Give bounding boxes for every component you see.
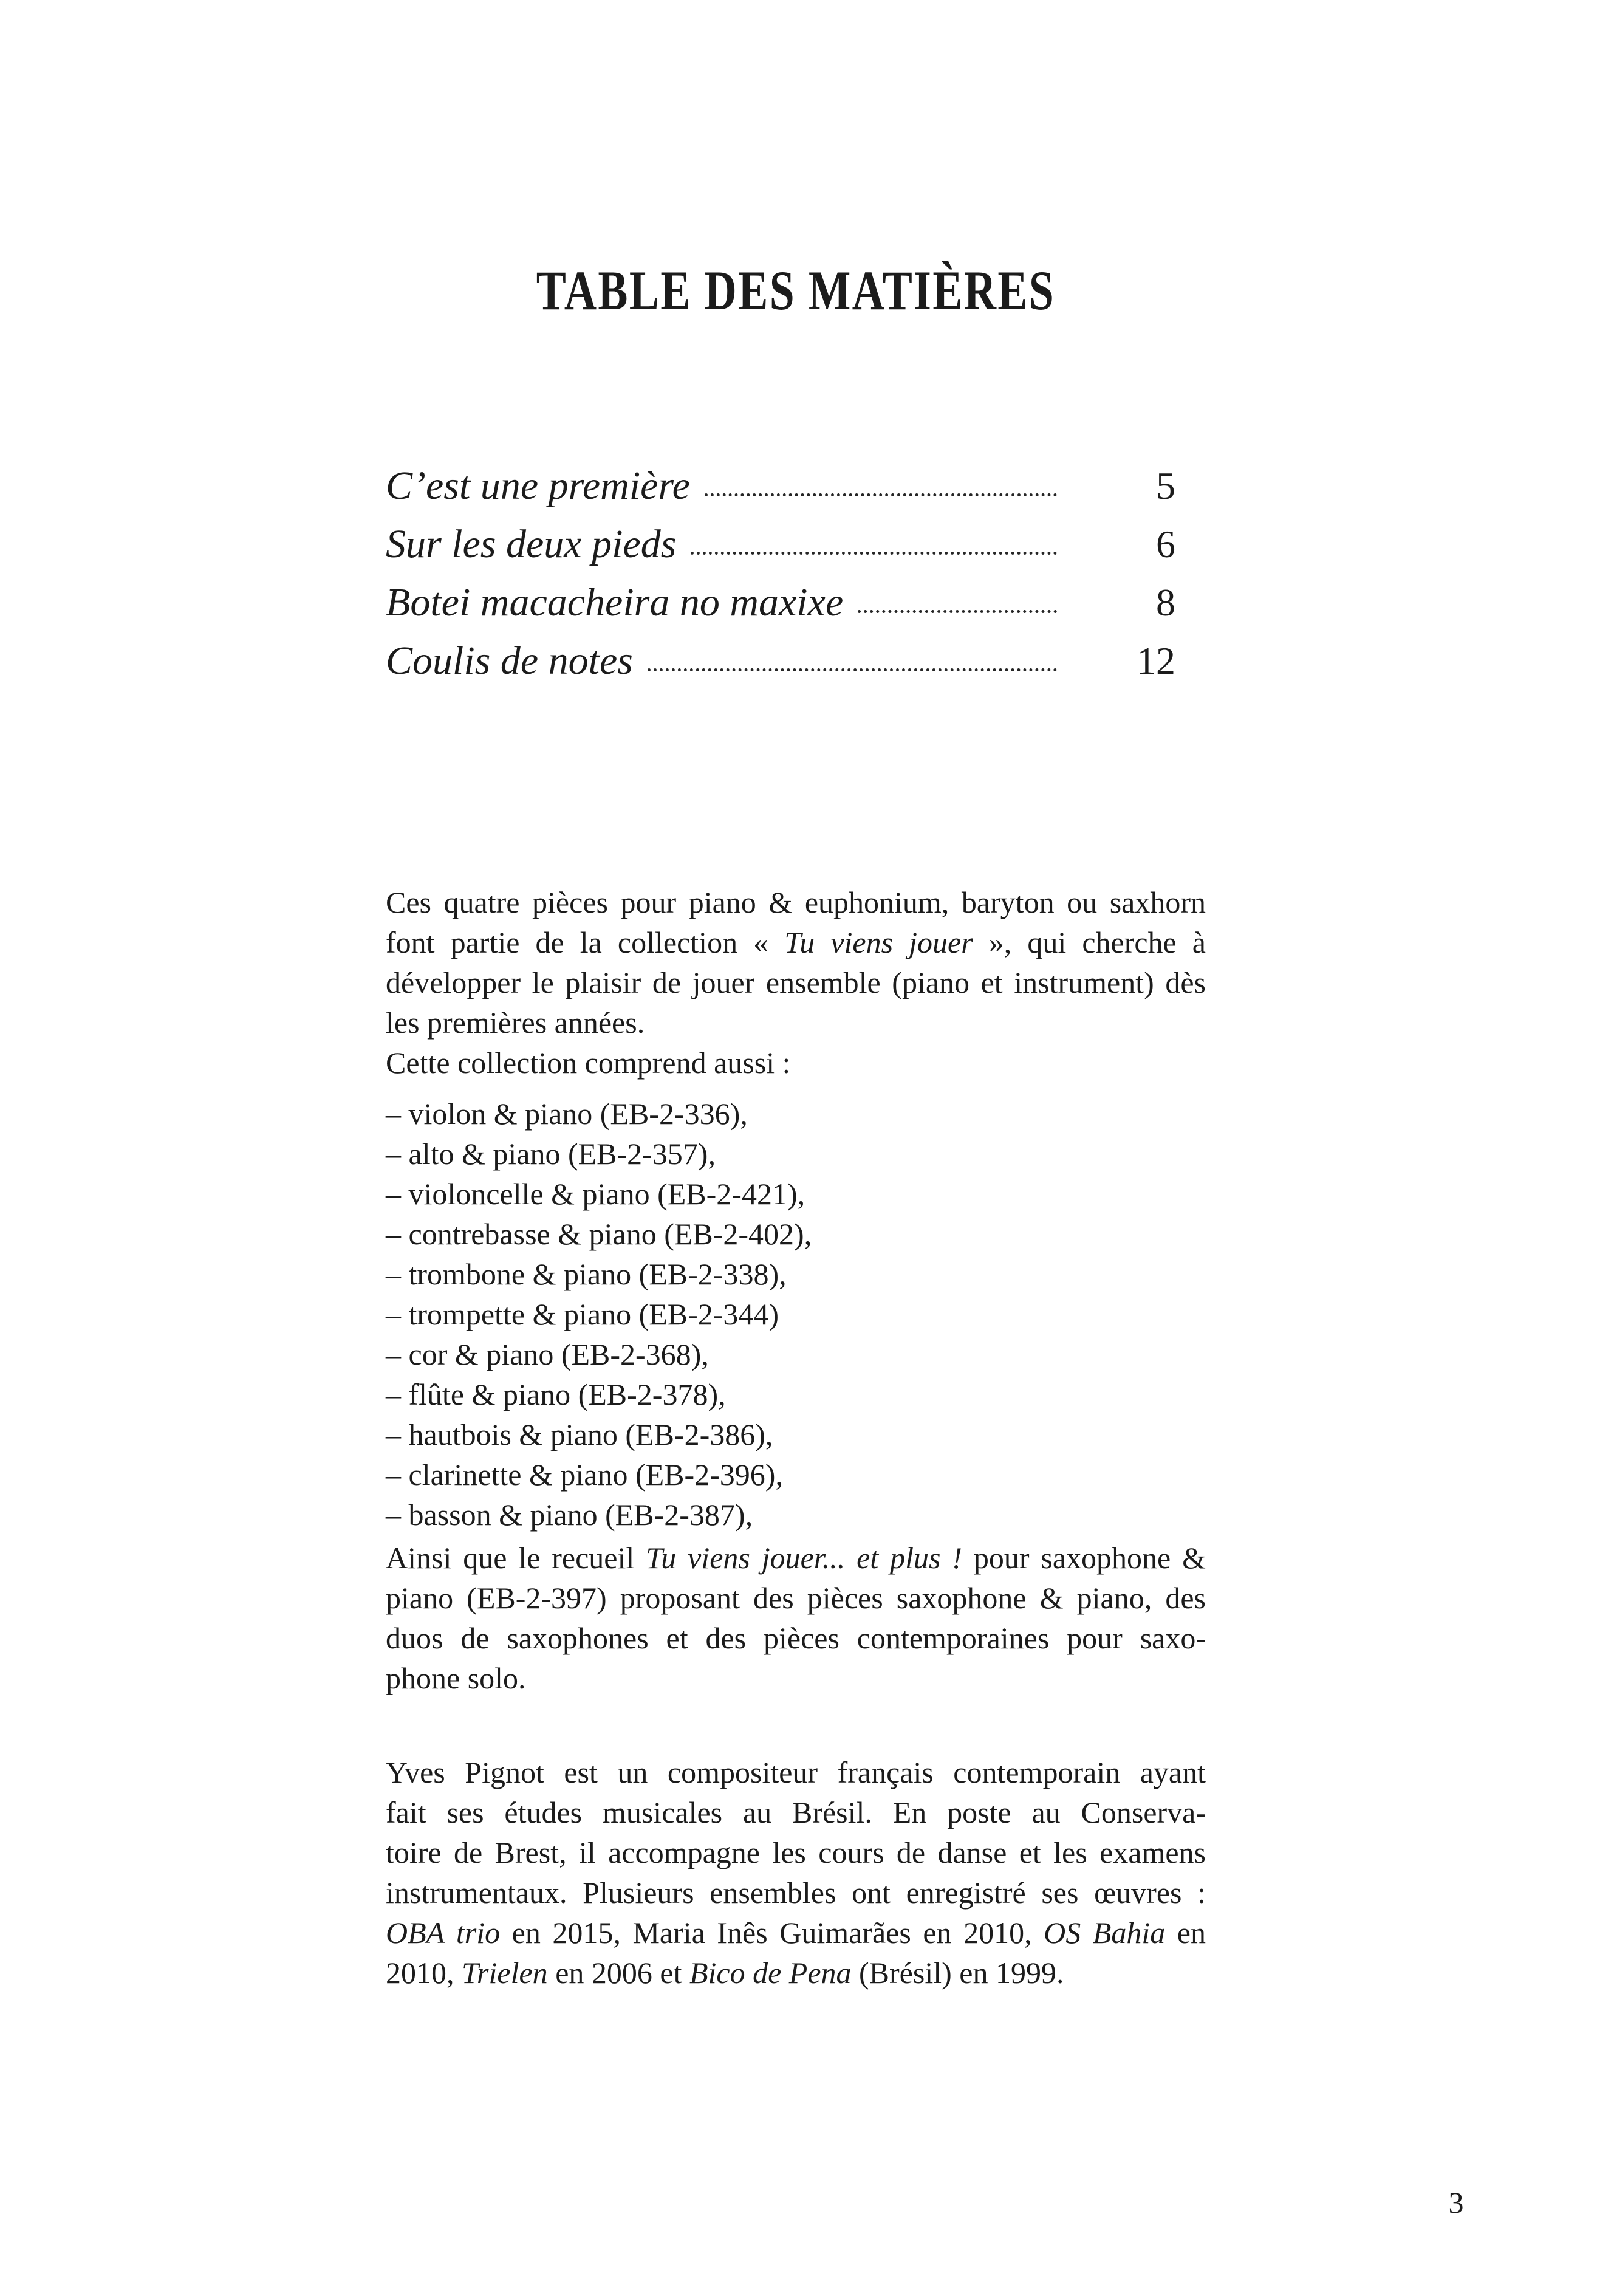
text-run: – violon & piano (EB-2-336), — [386, 1097, 748, 1131]
text-run: (Brésil) en 1999. — [851, 1956, 1064, 1990]
body-text-line — [386, 882, 1206, 922]
paragraph-collection-lead-in — [386, 1043, 1206, 1083]
body-text-line — [386, 1094, 1206, 1134]
text-run: développer le plaisir de jouer ensemble (piano et instrument) dès — [386, 965, 1206, 999]
text-run: 2010, — [386, 1956, 462, 1990]
text-run: – hautbois & piano (EB-2-386), — [386, 1417, 773, 1451]
toc-row — [386, 515, 1175, 574]
toc-page-number: 6 — [1156, 523, 1175, 566]
body-text-line — [386, 1294, 1206, 1334]
toc-row — [386, 632, 1175, 690]
body-text-line — [386, 1043, 1206, 1083]
toc-item-title: Botei macacheira no maxixe — [386, 580, 844, 625]
italic-text-run: Bico de Pena — [689, 1956, 852, 1990]
body-text-line — [386, 1495, 1206, 1535]
text-run: – trombone & piano (EB-2-338), — [386, 1257, 787, 1291]
paragraph-saxophone-recueil — [386, 1538, 1206, 1698]
toc-page-number: 8 — [1156, 581, 1175, 624]
italic-text-run: OS Bahia — [1044, 1916, 1166, 1950]
toc-row — [386, 457, 1175, 515]
toc-dotted-leader — [648, 668, 1057, 671]
body-text-line — [386, 1618, 1206, 1658]
body-text-line — [386, 1578, 1206, 1618]
text-run: en 2015, Maria Inês Guimarães en 2010, — [500, 1916, 1044, 1950]
toc-page-number: 5 — [1156, 464, 1175, 507]
italic-text-run: Trielen — [462, 1956, 548, 1990]
body-text-line — [386, 1455, 1206, 1495]
italic-text-run: OBA trio — [386, 1916, 501, 1950]
text-run: instrumentaux. Plusieurs ensembles ont enregistré ses œuvres : — [386, 1876, 1206, 1910]
text-run: – trompette & piano (EB-2-344) — [386, 1297, 779, 1331]
instrument-editions-list — [386, 1094, 1206, 1535]
text-run: les premières années. — [386, 1006, 645, 1040]
toc-dotted-leader — [691, 552, 1057, 555]
text-run: Yves Pignot est un compositeur français contemporain ayant — [386, 1755, 1206, 1789]
body-text-line — [386, 1414, 1206, 1455]
text-run: – clarinette & piano (EB-2-396), — [386, 1458, 783, 1492]
body-text-line — [386, 1174, 1206, 1214]
text-run: Cette collection comprend aussi : — [386, 1046, 791, 1080]
body-text-line — [386, 1832, 1206, 1873]
toc-page-number: 12 — [1137, 639, 1175, 682]
body-text-line — [386, 922, 1206, 962]
toc-row — [386, 574, 1175, 632]
page-title-text: TABLE DES MATIÈRES — [536, 259, 1056, 321]
paragraph-composer-bio — [386, 1752, 1206, 1993]
body-text-line — [386, 1374, 1206, 1414]
body-text-line — [386, 1658, 1206, 1698]
text-run: duos de saxophones et des pièces contemporaines pour saxo- — [386, 1621, 1206, 1655]
body-text-line — [386, 1953, 1206, 1993]
text-run: piano (EB-2-397) proposant des pièces saxophone & piano, des — [386, 1581, 1206, 1615]
text-run: fait ses études musicales au Brésil. En poste au Conserva- — [386, 1795, 1206, 1829]
text-run: phone solo. — [386, 1661, 526, 1695]
text-run: – violoncelle & piano (EB-2-421), — [386, 1177, 805, 1211]
body-text-line — [386, 1752, 1206, 1792]
toc-dotted-leader — [858, 610, 1057, 613]
toc-item-title: Sur les deux pieds — [386, 522, 677, 566]
text-run: – contrebasse & piano (EB-2-402), — [386, 1217, 812, 1251]
text-run: Ainsi que le recueil — [386, 1541, 646, 1575]
italic-text-run: Tu viens jouer... et plus ! — [646, 1541, 962, 1575]
body-text-line — [386, 962, 1206, 1002]
body-text-line — [386, 1134, 1206, 1174]
text-run: – cor & piano (EB-2-368), — [386, 1337, 709, 1371]
text-run: Ces quatre pièces pour piano & euphonium, baryton ou saxhorn — [386, 885, 1206, 919]
italic-text-run: Tu viens jouer — [784, 925, 973, 959]
page-number: 3 — [1448, 2185, 1464, 2219]
body-text-line — [386, 1538, 1206, 1578]
text-run: pour saxophone & — [962, 1541, 1206, 1575]
text-run: », qui cherche à — [973, 925, 1206, 959]
text-run: font partie de la collection « — [386, 925, 785, 959]
paragraph-collection-intro — [386, 882, 1206, 1043]
text-run: toire de Brest, il accompagne les cours de danse et les examens — [386, 1835, 1206, 1869]
text-run: – alto & piano (EB-2-357), — [386, 1137, 716, 1171]
toc-dotted-leader — [705, 493, 1057, 496]
toc-item-title: C’est une première — [386, 464, 690, 508]
text-run: en — [1165, 1916, 1206, 1950]
text-run: en 2006 et — [547, 1956, 689, 1990]
table-of-contents — [386, 457, 1175, 690]
text-run: – flûte & piano (EB-2-378), — [386, 1377, 726, 1411]
body-text-line — [386, 1913, 1206, 1953]
body-text-line — [386, 1873, 1206, 1913]
body-text-line — [386, 1334, 1206, 1374]
body-text-line — [386, 1792, 1206, 1832]
body-text-line — [386, 1254, 1206, 1294]
text-run: – basson & piano (EB-2-387), — [386, 1498, 753, 1532]
toc-item-title: Coulis de notes — [386, 639, 633, 683]
body-text-line — [386, 1002, 1206, 1043]
body-text-line — [386, 1214, 1206, 1254]
page-title — [386, 260, 1206, 321]
